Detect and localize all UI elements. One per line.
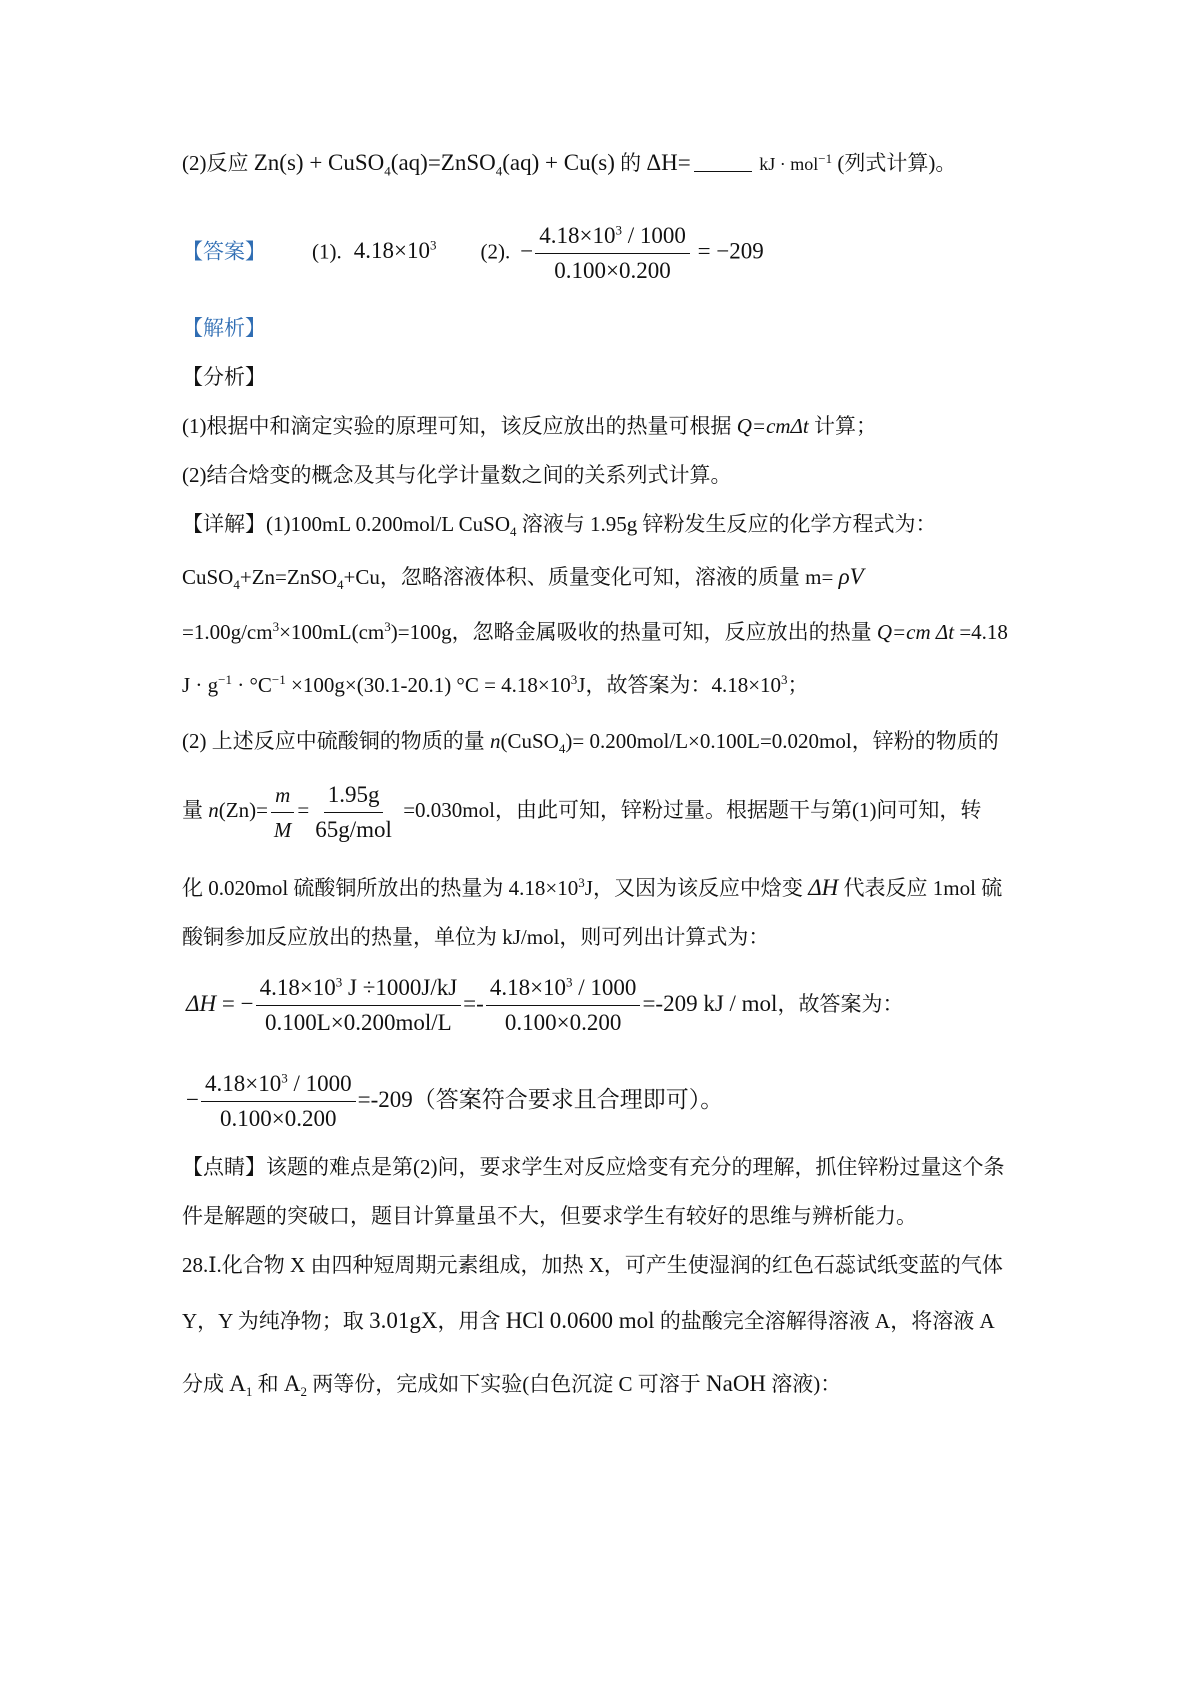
detail-line-5: (2) 上述反应中硫酸铜的物质的量 n(CuSO$_4$)= 0.200mol/L×0.100L=0.020mol，锌粉的物质的 (182, 729, 999, 757)
fenxi-line-2: (2)结合焓变的概念及其与化学计量数之间的关系列式计算。 (182, 463, 732, 487)
answer-fraction: $\frac{4.18\times 10^3 / 1000}{0.100\times 0.200}$ (535, 221, 690, 286)
final-answer-calculation: − $\frac{4.18\times 10^3 / 1000}{0.100\times 0.200}$ =-209（答案符合要求且合理即可）。 (186, 1070, 724, 1132)
answer-blank (694, 155, 752, 172)
zinc-moles-fraction: $\frac{1.95g}{\text{65g/mol}}$ (315, 781, 392, 842)
question-2-line: (2)反应 Zn(s) + CuSO$_4$(aq)=ZnSO$_4$(aq) + Cu(s) 的 ΔH= kJ · mol$^{-1}$ (列式计算)。 (182, 150, 957, 179)
detail-line-1: 【详解】(1)100mL 0.200mol/L CuSO$_4$ 溶液与 1.95g 锌粉发生反应的化学方程式为： (182, 512, 937, 540)
detail-line-2: CuSO$_4$+Zn=ZnSO$_4$+Cu，忽略溶液体积、质量变化可知，溶液的质量 m= ρV (182, 564, 864, 593)
answer-line: 【答案】 (1). $4.18\times 10^3$ (2). − $\frac{4.18\times 10^3 / 1000}{0.100\times 0.200}$ = −209 (182, 221, 1042, 286)
q28-line-2: Y，Y 为纯净物；取 3.01gX，用含 HCl 0.0600 mol 的盐酸完全溶解得溶液 A，将溶液 A (182, 1308, 995, 1333)
q2-suffix: (列式计算)。 (832, 151, 957, 175)
reaction-equation: Zn(s) + CuSO$_4$(aq)=ZnSO$_4$(aq) + Cu(s) (253, 150, 615, 179)
fenxi-tag: 【分析】 (182, 365, 266, 389)
q2-prefix: (2)反应 (182, 151, 254, 175)
detail-line-3: $=1.00g/cm^3\times 100mL(cm^3)=100g$，忽略金属吸收的热量可知，反应放出的热量 Q=cm Δt =4.18 (182, 619, 1008, 644)
detail-line-6: 量 n(Zn)= $\frac{m}{M}$ = $\frac{1.95g}{\text{65g/mol}}$ =0.030mol，由此可知，锌粉过量。根据题干与第(1)问可知，转 (182, 779, 1042, 845)
detail-line-7: 化 0.020mol 硫酸铜所放出的热量为 $4.18\times 10^3J$，又因为该反应中焓变 ΔH 代表反应 1mol 硫 (182, 875, 1003, 900)
answer-tag: 【答案】 (182, 239, 266, 264)
detail-line-4: $J \cdot g^{-1} \cdot ^\circ C^{-1} \times 100g\times(30.1-20.1) ^\circ C = 4.18\times 10^3J$，故答案为：$4.18\times 10^3$； (182, 672, 809, 697)
detail-tag: 【详解】 (182, 512, 266, 536)
mass-over-molar-fraction: $\frac{m}{M}$ (270, 780, 296, 845)
q28-line-1: 28.Ⅰ.化合物 X 由四种短周期元素组成，加热 X，可产生使湿润的红色石蕊试纸变蓝的气体 (182, 1253, 1003, 1277)
delta-h-calculation: ΔH = − $\frac{4.18\times 10^3 J \div 1000J/kJ}{\text{0.100L×0.200mol/L}}$ =- $\frac{4.18\times 10^3 / 1000}{0.100\times 0.200}$ =-209 kJ / mol，故答案为： (186, 974, 904, 1036)
answer-result: = −209 (691, 238, 764, 264)
dianjing-tag: 【点睛】 (182, 1155, 266, 1179)
dianjing-line-1: 【点睛】该题的难点是第(2)问，要求学生对反应焓变有充分的理解，抓住锌粉过量这个条 (182, 1155, 1005, 1179)
dianjing-line-2: 件是解题的突破口，题目计算量虽不大，但要求学生有较好的思维与辨析能力。 (182, 1204, 917, 1228)
answer-part1-value: $4.18\times 10^3$ (353, 237, 437, 264)
delta-h-label: ΔH= (646, 150, 691, 175)
analysis-tag: 【解析】 (182, 316, 266, 340)
detail-line-8: 酸铜参加反应放出的热量，单位为 kJ/mol，则可列出计算式为： (182, 925, 770, 949)
unit-label: kJ · mol$^{-1}$ (754, 151, 833, 174)
fenxi-line-1: (1)根据中和滴定实验的原理可知，该反应放出的热量可根据 Q=cmΔt 计算； (182, 414, 877, 438)
q28-line-3: 分成 $A_1$ 和 $A_2$ 两等份，完成如下实验(白色沉淀 C 可溶于 NaOH 溶液)： (182, 1371, 842, 1400)
